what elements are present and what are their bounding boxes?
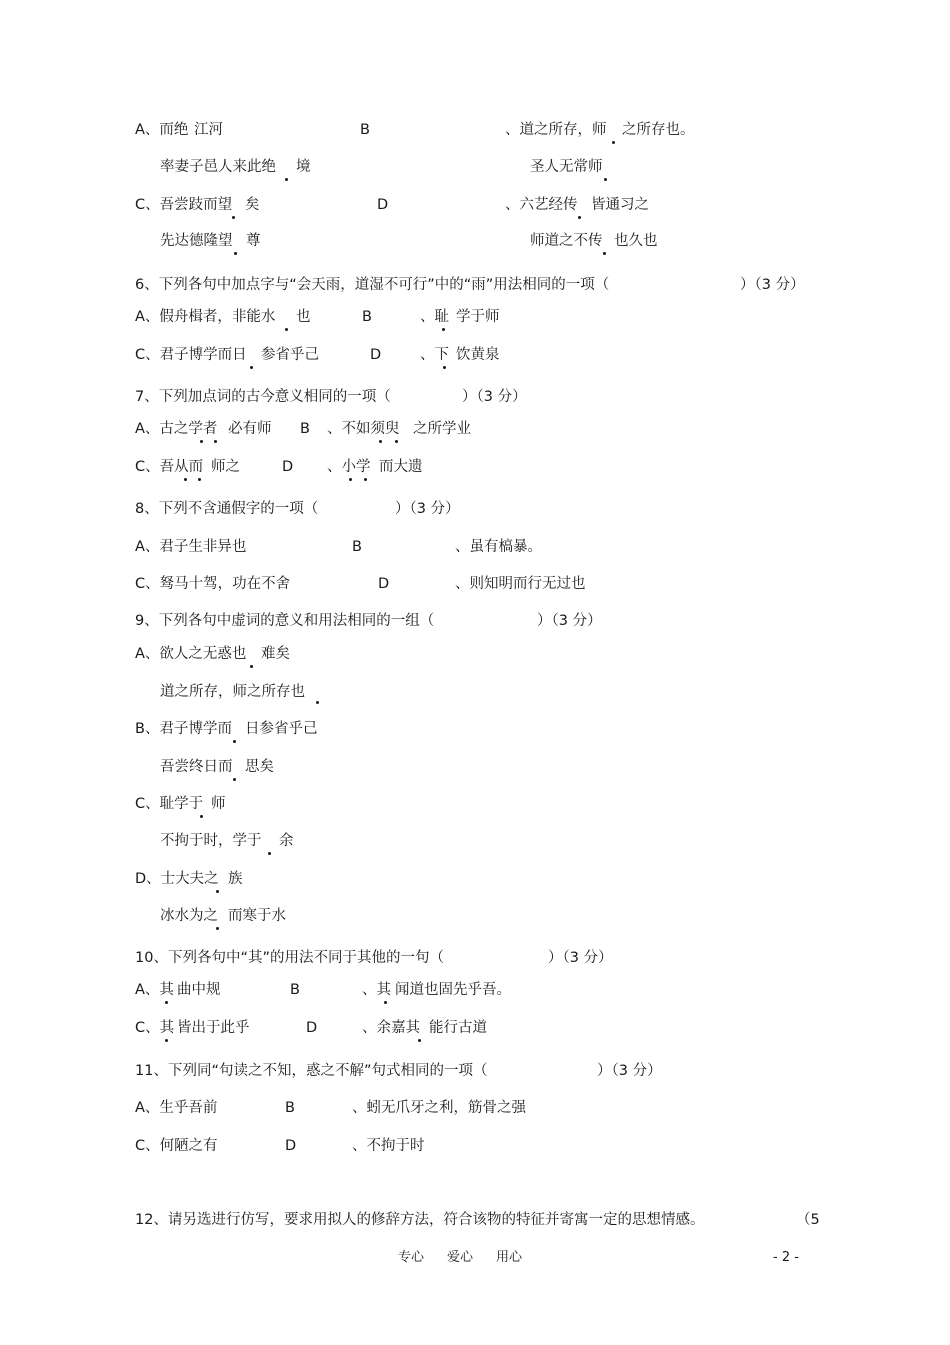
emphasis-dot	[233, 740, 236, 743]
q5-option-a-line2: 率妻子邑人来此绝	[160, 159, 276, 175]
emphasis-dot	[214, 440, 217, 443]
emphasis-dot	[384, 1001, 387, 1004]
q9-option-d-line2: 冰水为之	[160, 908, 218, 924]
q10-option-d: 、余嘉其	[362, 1020, 420, 1036]
q9-option-d-line1-tail: 族	[228, 871, 243, 887]
q7-option-b-label: B	[300, 421, 310, 437]
q7-option-c: C、吾从而	[135, 459, 204, 475]
q7-option-a: A、古之学者	[135, 421, 218, 437]
q5-option-a-text: 江河	[194, 122, 223, 138]
q8-question: 8、下列不含通假字的一项（	[135, 501, 319, 517]
q11-option-b-label: B	[285, 1100, 295, 1116]
q12-question: 12、请另选进行仿写，要求用拟人的修辞方法，符合该物的特征并寄寓一定的思想情感。	[135, 1212, 705, 1228]
q9-option-a-line1: A、欲人之无惑也	[135, 646, 247, 662]
emphasis-dot	[316, 701, 319, 704]
q7-score: ）（3 分）	[462, 389, 527, 405]
q7-option-d-tail: 而大遗	[379, 459, 423, 475]
q10-option-a-tail: 曲中规	[177, 982, 221, 998]
emphasis-dot	[349, 478, 352, 481]
q9-option-b-line2-tail: 思矣	[245, 759, 274, 775]
footer-word-focus: 专心	[398, 1250, 425, 1265]
q5-option-b-line2: 圣人无常师	[530, 159, 603, 175]
emphasis-dot	[250, 366, 253, 369]
q6-option-a-tail: 也	[296, 309, 311, 325]
q10-option-b-label: B	[290, 982, 300, 998]
q7-option-b-tail: 之所学业	[413, 421, 471, 437]
emphasis-dot	[443, 366, 446, 369]
q10-option-a: A、其	[135, 982, 174, 998]
q10-option-d-tail: 能行古道	[429, 1020, 487, 1036]
emphasis-dot	[603, 252, 606, 255]
q6-option-d: 、下	[420, 347, 449, 363]
q5-option-c: C、吾尝跂而望	[135, 197, 233, 213]
emphasis-dot	[200, 440, 203, 443]
q7-option-d: 、小学	[327, 459, 371, 475]
emphasis-dot	[216, 890, 219, 893]
q9-option-b-line1-tail: 日参省乎己	[245, 721, 318, 737]
emphasis-dot	[612, 141, 615, 144]
q5-option-b-text: 、道之所存，师	[505, 122, 607, 138]
q9-option-c-line2: 不拘于时，学于	[160, 833, 262, 849]
q6-option-b-tail: 学于师	[456, 309, 500, 325]
emphasis-dot	[285, 328, 288, 331]
emphasis-dot	[285, 178, 288, 181]
q7-option-a-tail: 必有师	[228, 421, 272, 437]
q7-option-d-label: D	[282, 459, 294, 475]
q9-option-b-line2: 吾尝终日而	[160, 759, 233, 775]
q12-score: （5	[796, 1212, 820, 1228]
q9-question: 9、下列各句中虚词的意义和用法相同的一组（	[135, 613, 435, 629]
q8-option-d-label: D	[378, 576, 390, 592]
q7-option-c-tail: 师之	[211, 459, 240, 475]
q8-option-b-label: B	[352, 539, 362, 555]
emphasis-dot	[184, 478, 187, 481]
q11-score: ）（3 分）	[597, 1063, 662, 1079]
q10-question: 10、下列各句中“其”的用法不同于其他的一句（	[135, 950, 444, 966]
emphasis-dot	[232, 216, 235, 219]
q11-option-a: A、生乎吾前	[135, 1100, 218, 1116]
q9-option-c-line2-tail: 余	[279, 833, 294, 849]
q7-question: 7、下列加点词的古今意义相同的一项（	[135, 389, 391, 405]
q11-option-c: C、何陋之有	[135, 1138, 218, 1154]
q8-option-b: 、虽有槁暴。	[455, 539, 542, 555]
footer-word-love: 爱心	[447, 1250, 474, 1265]
q5-option-c-line2: 先达德隆望	[160, 233, 233, 249]
page-number: - 2 -	[773, 1250, 799, 1265]
emphasis-dot	[395, 440, 398, 443]
q5-option-a: A、而绝	[135, 122, 189, 138]
q6-option-a: A、假舟楫者，非能水	[135, 309, 276, 325]
q6-score: ）（3 分）	[740, 277, 805, 293]
q11-option-b: 、蚓无爪牙之利，筋骨之强	[352, 1100, 526, 1116]
q10-score: ）（3 分）	[548, 950, 613, 966]
q10-option-b: 、其	[362, 982, 391, 998]
emphasis-dot	[165, 1001, 168, 1004]
q9-option-a-line1-tail: 难矣	[261, 646, 290, 662]
q6-option-c: C、君子博学而日	[135, 347, 247, 363]
emphasis-dot	[233, 778, 236, 781]
emphasis-dot	[165, 1039, 168, 1042]
q6-option-b-label: B	[362, 309, 372, 325]
q6-option-c-tail: 参省乎己	[261, 347, 319, 363]
emphasis-dot	[198, 478, 201, 481]
emphasis-dot	[200, 815, 203, 818]
q5-option-d-text: 、六艺经传	[505, 197, 578, 213]
q5-option-d-label: D	[377, 197, 389, 213]
q9-option-a-line2: 道之所存，师之所存也	[160, 684, 305, 700]
emphasis-dot	[578, 216, 581, 219]
q5-option-d-line2: 师道之不传	[530, 233, 603, 249]
q9-option-d-line2-tail: 而寒于水	[228, 908, 286, 924]
q8-option-c: C、驽马十驾，功在不舍	[135, 576, 291, 592]
q8-option-d: 、则知明而行无过也	[455, 576, 586, 592]
q9-option-c-line1-tail: 师	[211, 796, 226, 812]
q6-option-b: 、耻	[420, 309, 449, 325]
q8-option-a: A、君子生非异也	[135, 539, 247, 555]
emphasis-dot	[268, 852, 271, 855]
q10-option-d-label: D	[306, 1020, 318, 1036]
q9-option-c-line1: C、耻学于	[135, 796, 204, 812]
footer-word-care: 用心	[496, 1250, 523, 1265]
q6-option-d-tail: 饮黄泉	[456, 347, 500, 363]
q11-option-d-label: D	[285, 1138, 297, 1154]
q10-option-b-tail: 闻道也固先乎吾。	[395, 982, 511, 998]
q11-option-d: 、不拘于时	[352, 1138, 425, 1154]
q10-option-c: C、其	[135, 1020, 175, 1036]
q9-option-b-line1: B、君子博学而	[135, 721, 232, 737]
q5-option-c-line2-tail: 尊	[246, 233, 261, 249]
q5-option-d-tail: 皆通习之	[591, 197, 649, 213]
emphasis-dot	[234, 252, 237, 255]
q5-option-a-line2-tail: 境	[296, 159, 311, 175]
q8-score: ）（3 分）	[395, 501, 460, 517]
emphasis-dot	[418, 1039, 421, 1042]
emphasis-dot	[216, 927, 219, 930]
q6-question: 6、下列各句中加点字与“会天雨，道湿不可行”中的“雨”用法相同的一项（	[135, 277, 610, 293]
q5-option-b-tail: 之所存也。	[622, 122, 695, 138]
emphasis-dot	[604, 178, 607, 181]
q5-option-c-tail: 矣	[245, 197, 260, 213]
emphasis-dot	[379, 440, 382, 443]
q11-question: 11、下列同“句读之不知，惑之不解”句式相同的一项（	[135, 1063, 488, 1079]
q9-option-d-line1: D、士大夫之	[135, 871, 219, 887]
emphasis-dot	[442, 328, 445, 331]
q5-option-b-label: B	[360, 122, 370, 138]
q7-option-b: 、不如须臾	[327, 421, 400, 437]
emphasis-dot	[364, 478, 367, 481]
emphasis-dot	[250, 665, 253, 668]
q6-option-d-label: D	[370, 347, 382, 363]
q5-option-d-line2-tail: 也久也	[614, 233, 658, 249]
q9-score: ）（3 分）	[537, 613, 602, 629]
q10-option-c-tail: 皆出于此乎	[177, 1020, 250, 1036]
